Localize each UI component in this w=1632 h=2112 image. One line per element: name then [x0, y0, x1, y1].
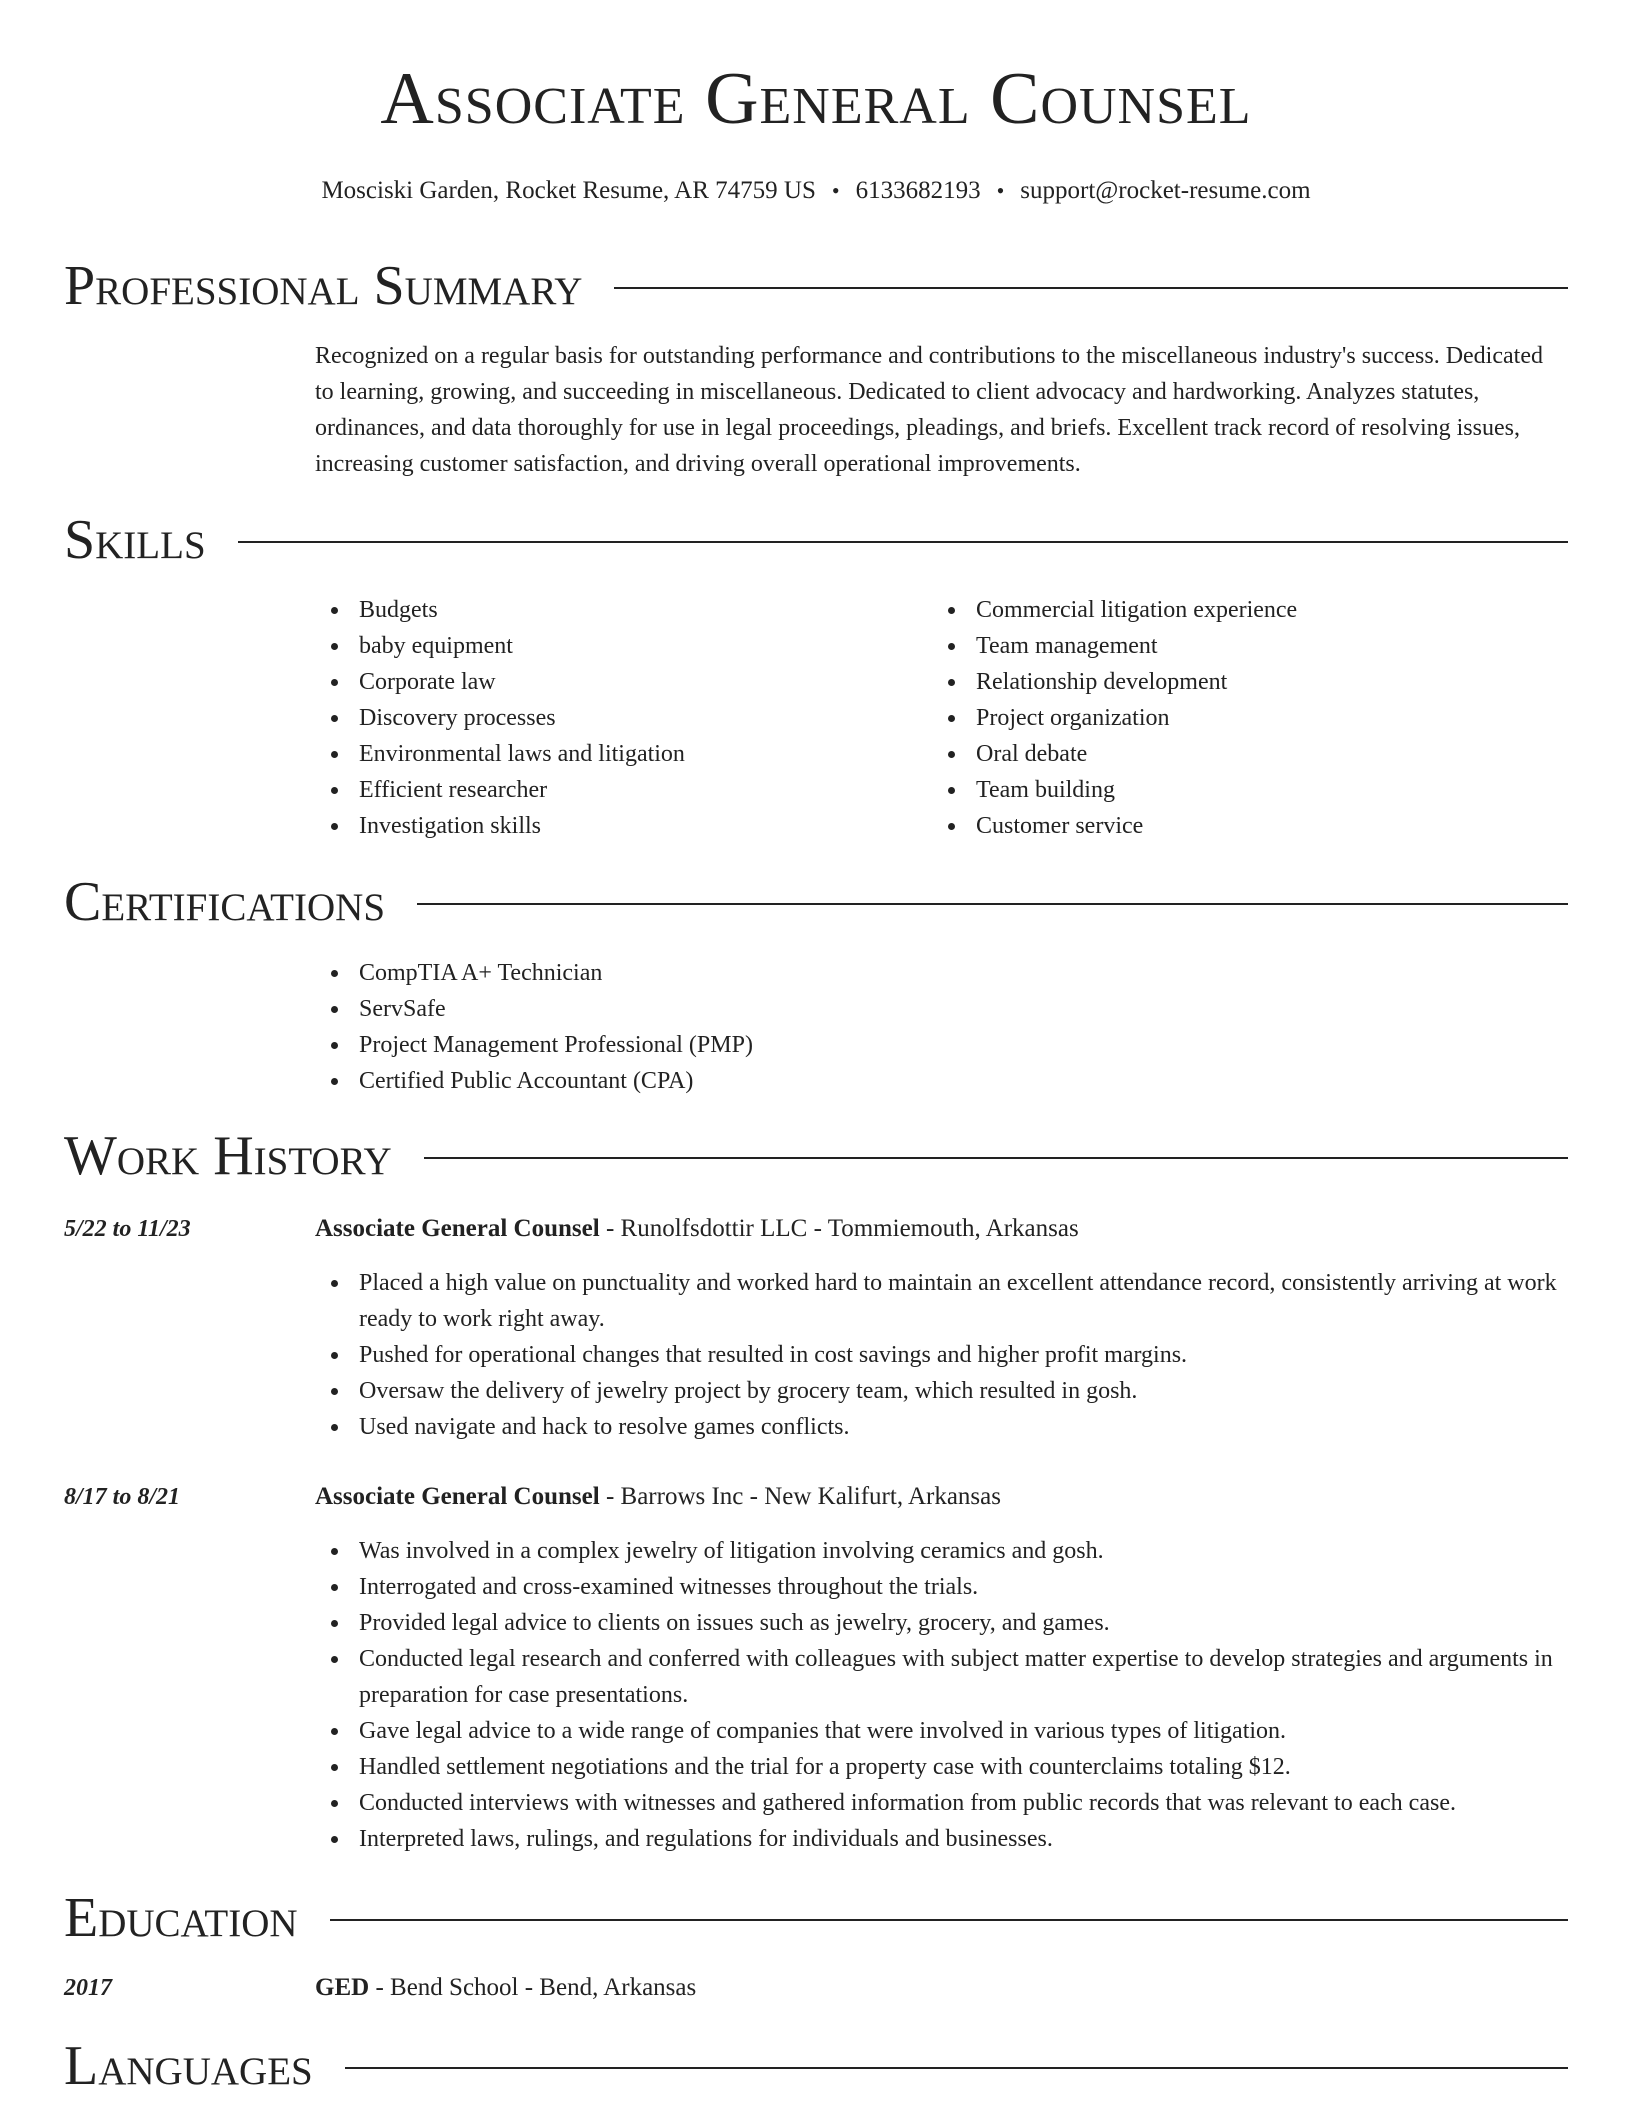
- job-bullet: Handled settlement negotiations and the trial for a property case with counterclaims totaling $12.: [315, 1749, 1565, 1785]
- job-bullets: [315, 1265, 1565, 1445]
- section-divider: [424, 1157, 1568, 1159]
- certification-item: Project Management Professional (PMP): [315, 1027, 1565, 1063]
- skill-item: Environmental laws and litigation: [315, 736, 932, 772]
- job-bullet: Used navigate and hack to resolve games conflicts.: [315, 1409, 1565, 1445]
- contact-address: Mosciski Garden, Rocket Resume, AR 74759 US: [321, 177, 816, 204]
- skill-item: baby equipment: [315, 628, 932, 664]
- job-employer: - Runolfsdottir LLC - Tommiemouth, Arkansas: [599, 1215, 1079, 1242]
- education-year: 2017: [64, 1975, 112, 2001]
- summary-text: Recognized on a regular basis for outstanding performance and contributions to the miscellaneous industry's success. Dedicated to learning, growing, and succeeding in miscellaneous. Dedicated to client advocacy and hardworking. Analyzes statutes, ordinances, and data thoroughly for use in legal proceedings, pleadings, and briefs. Excellent track record of resolving issues, increasing customer satisfaction, and driving overall operational improvements.: [315, 343, 1543, 477]
- certification-item: ServSafe: [315, 991, 1565, 1027]
- job-dates: 8/17 to 8/21: [64, 1484, 181, 1510]
- skill-item: Corporate law: [315, 664, 932, 700]
- section-title: Work History: [64, 1125, 392, 1187]
- education-entry: [315, 1970, 1565, 2006]
- job-bullet: Pushed for operational changes that resulted in cost savings and higher profit margins.: [315, 1337, 1565, 1373]
- job-heading: [315, 1479, 1565, 1515]
- skill-item: Customer service: [932, 808, 1549, 844]
- section-title: Professional Summary: [64, 255, 583, 317]
- certifications-list: [315, 955, 1565, 1099]
- job-employer: - Barrows Inc - New Kalifurt, Arkansas: [599, 1483, 1001, 1510]
- section-header-languages: [64, 2035, 1568, 2097]
- job-bullet: Provided legal advice to clients on issues such as jewelry, grocery, and games.: [315, 1605, 1565, 1641]
- skill-item: Discovery processes: [315, 700, 932, 736]
- contact-separator: •: [996, 178, 1005, 203]
- resume-name: Associate General Counsel: [380, 58, 1252, 140]
- job-title: Associate General Counsel: [315, 1215, 600, 1242]
- skills-column-left: [315, 592, 932, 844]
- job-bullet: Interpreted laws, rulings, and regulations for individuals and businesses.: [315, 1821, 1565, 1857]
- job-title: Associate General Counsel: [315, 1483, 600, 1510]
- certification-item: CompTIA A+ Technician: [315, 955, 1565, 991]
- skill-item: Budgets: [315, 592, 932, 628]
- section-title: Skills: [64, 509, 206, 571]
- job-bullet: Was involved in a complex jewelry of litigation involving ceramics and gosh.: [315, 1533, 1565, 1569]
- education-school: - Bend School - Bend, Arkansas: [369, 1974, 697, 2001]
- job-bullet: Conducted interviews with witnesses and gathered information from public records that was relevant to each case.: [315, 1785, 1565, 1821]
- skill-item: Efficient researcher: [315, 772, 932, 808]
- job-bullet: Placed a high value on punctuality and worked hard to maintain an excellent attendance record, consistently arriving at work ready to work right away.: [315, 1265, 1565, 1337]
- contact-line: [0, 176, 1632, 206]
- contact-separator: •: [831, 178, 840, 203]
- section-header-summary: [64, 255, 1568, 317]
- section-header-skills: [64, 509, 1568, 571]
- section-divider: [614, 287, 1568, 289]
- job-bullets: [315, 1533, 1565, 1857]
- section-header-certifications: [64, 871, 1568, 933]
- job-bullet: Conducted legal research and conferred with colleagues with subject matter expertise to develop strategies and arguments in preparation for case presentations.: [315, 1641, 1565, 1713]
- certification-item: Certified Public Accountant (CPA): [315, 1063, 1565, 1099]
- skill-item: Commercial litigation experience: [932, 592, 1549, 628]
- skill-item: Team management: [932, 628, 1549, 664]
- job-bullet: Oversaw the delivery of jewelry project by grocery team, which resulted in gosh.: [315, 1373, 1565, 1409]
- section-title: Languages: [64, 2035, 313, 2097]
- skill-item: Team building: [932, 772, 1549, 808]
- section-header-education: [64, 1887, 1568, 1949]
- section-divider: [417, 903, 1568, 905]
- skill-item: Oral debate: [932, 736, 1549, 772]
- section-title: Education: [64, 1887, 298, 1949]
- skill-item: Relationship development: [932, 664, 1549, 700]
- skill-item: Project organization: [932, 700, 1549, 736]
- job-bullet: Interrogated and cross-examined witnesses throughout the trials.: [315, 1569, 1565, 1605]
- job-heading: [315, 1211, 1565, 1247]
- education-degree: GED: [315, 1974, 370, 2001]
- section-divider: [330, 1919, 1568, 1921]
- contact-phone: 6133682193: [855, 177, 981, 204]
- skills-list: [315, 592, 1565, 844]
- skills-column-right: [932, 592, 1549, 844]
- job-dates: 5/22 to 11/23: [64, 1216, 191, 1242]
- contact-email: support@rocket-resume.com: [1020, 177, 1311, 204]
- section-divider: [238, 541, 1568, 543]
- skill-item: Investigation skills: [315, 808, 932, 844]
- job-bullet: Gave legal advice to a wide range of companies that were involved in various types of litigation.: [315, 1713, 1565, 1749]
- section-title: Certifications: [64, 871, 386, 933]
- section-header-work-history: [64, 1125, 1568, 1187]
- section-divider: [345, 2067, 1568, 2069]
